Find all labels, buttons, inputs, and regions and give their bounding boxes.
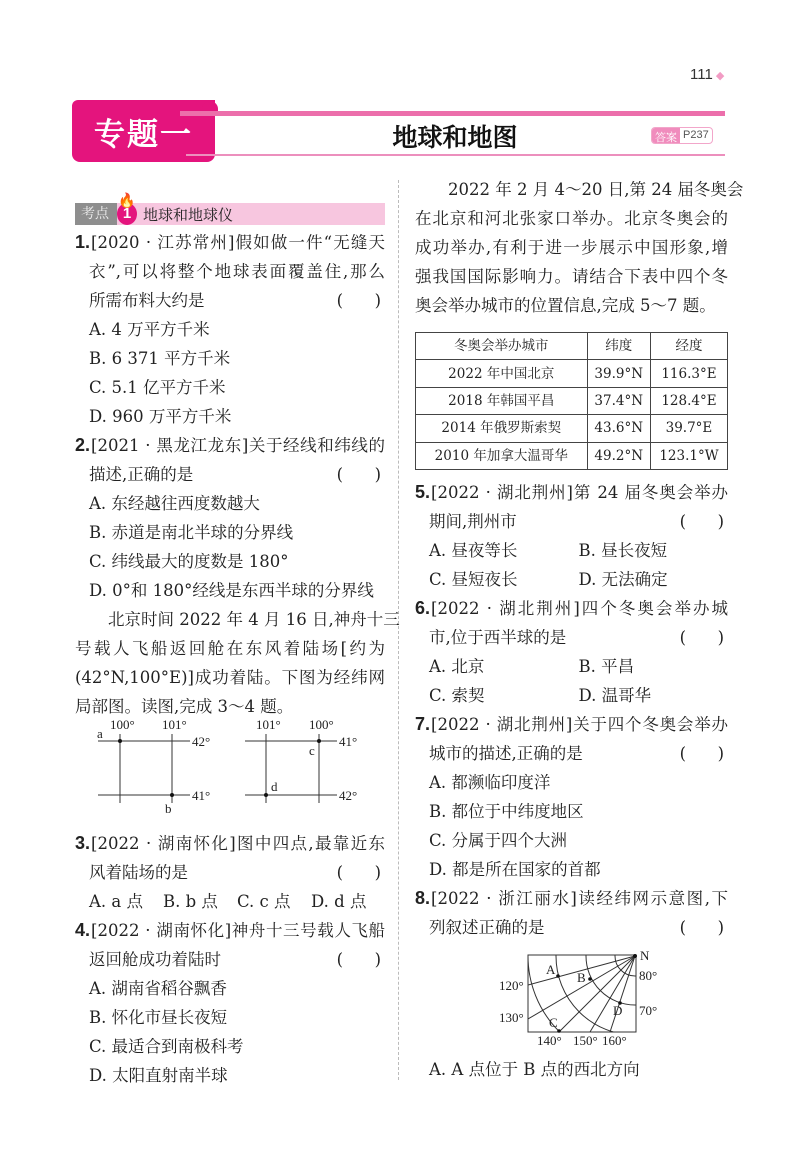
kaodian-tag: 考点 [75,203,117,225]
intro-paragraph-2 [415,175,744,320]
svg-text:160°: 160° [602,1032,627,1048]
question-line [415,507,728,536]
diamond-icon: ◆ [715,70,725,82]
paragraph-line [415,233,728,262]
answer-badge: 答案 P237 [651,127,713,144]
question-source: [2022 · 湖北荆州] [431,714,573,734]
question-text [429,623,566,652]
option[interactable]: A. 4 万平方千米 [89,320,210,339]
svg-text:d: d [271,779,278,794]
svg-text:100°: 100° [309,717,334,732]
point-B [588,977,592,981]
question-text [89,257,385,286]
question-source: [2022 · 浙江丽水] [431,888,577,908]
svg-text:B: B [577,969,586,985]
options [415,768,728,884]
option[interactable]: A. 东经越往西度数越大 [89,494,260,513]
question-line [75,460,385,489]
point-c [317,739,321,743]
question-text [89,286,205,315]
svg-text:80°: 80° [639,967,658,983]
option[interactable]: C. 索契 [429,685,485,705]
question-number: 5. [415,481,431,502]
options [75,315,385,431]
answer-bracket[interactable]: ( ) [679,917,724,937]
options [75,887,385,916]
answer-bracket[interactable]: ( ) [336,950,381,969]
question-q7 [415,710,728,884]
line-text: 成功举办,有利于进一步展示中国形象,增 [415,238,728,257]
question-q3 [75,829,385,916]
question-number: 7. [415,713,431,734]
option[interactable]: B. b 点 [163,892,218,911]
svg-text:100°: 100° [110,717,135,732]
question-line [75,945,385,974]
question-stem: 第 24 届冬奥会举办 [572,482,728,502]
question-stem: 图中四点,最靠近东 [235,834,385,853]
table-row: 2018 年韩国平昌 37.4°N 128.4°E [416,387,728,414]
option[interactable]: C. 昼短夜长 [429,569,518,589]
question-line [75,257,385,286]
line-text: 在北京和河北张家口举办。北京冬奥会的 [415,209,728,228]
question-text [89,460,193,489]
table-header-row: 冬奥会举办城市 纬度 经度 [416,333,728,360]
option[interactable]: C. c 点 [237,892,291,911]
svg-text:41°: 41° [192,788,211,803]
question-q1 [75,228,385,431]
chapter-label: 专题一 [72,100,215,162]
question-stem: 返回舱成功着陆时 [89,950,221,969]
kaodian-number: 🔥 1 [117,203,137,225]
question-source: [2022 · 湖北荆州] [431,598,580,618]
question-line [415,884,728,913]
question-line [415,623,728,652]
paragraph-line [415,262,728,291]
question-line [75,286,385,315]
svg-text:70°: 70° [639,1002,658,1018]
line-text: 奥会举办城市的位置信息,完成 5～7 题。 [415,296,716,315]
question-text [75,916,385,945]
question-text [415,478,728,507]
question-stem: 市,位于西半球的是 [429,627,567,647]
question-line [415,739,728,768]
paragraph-line [415,175,744,204]
kaodian-bar [75,192,385,225]
question-text [75,829,385,858]
option[interactable]: D. 960 万平方千米 [89,407,232,426]
answer-bracket[interactable]: ( ) [336,291,381,310]
question-q8 [415,884,728,942]
question-text [89,858,188,887]
olympics-table [415,332,728,470]
option[interactable]: A. 北京 [429,656,485,676]
intro-paragraph-1 [75,605,400,721]
question-stem: 读经纬网示意图,下 [576,888,728,908]
svg-text:101°: 101° [162,717,187,732]
question-text [429,507,517,536]
option[interactable]: B. 怀化市昼长夜短 [89,1008,228,1027]
svg-text:120°: 120° [499,977,524,993]
kaodian-title: 地球和地球仪 [143,205,234,224]
question-number: 1. [75,232,91,252]
question-line [415,478,728,507]
question-q6 [415,594,728,710]
line-text: 号载人飞船返回舱在东风着陆场[约为 [75,639,385,658]
option[interactable]: A. 湖南省稻谷飘香 [89,979,227,998]
paragraph-line [415,291,728,320]
question-line [75,916,385,945]
q8-options [415,1055,728,1084]
option[interactable]: C. 最适合到南极科考 [89,1037,244,1056]
question-stem: 关于四个冬奥会举办 [572,714,729,734]
question-source: [2022 · 湖南怀化] [91,834,236,853]
question-line [75,858,385,887]
header-rule-bottom [186,154,725,156]
table-row: 2010 年加拿大温哥华 49.2°N 123.1°W [416,442,728,469]
option[interactable]: B. 平昌 [578,656,635,676]
question-stem: 四个冬奥会举办城 [579,598,728,618]
question-text [75,431,385,460]
point-a [118,739,122,743]
question-line [75,228,385,257]
option[interactable]: D. 都是所在国家的首都 [429,859,601,879]
question-stem: 描述,正确的是 [89,465,194,484]
svg-text:D: D [613,1002,623,1018]
option[interactable]: D. 太阳直射南半球 [89,1066,228,1085]
question-number: 6. [415,597,431,618]
options [415,536,728,594]
paragraph-line [75,634,385,663]
line-text: 强我国国际影响力。请结合下表中四个冬 [415,267,728,286]
question-text [415,594,728,623]
answer-bracket[interactable]: ( ) [679,511,724,531]
line-text: 局部图。读图,完成 3～4 题。 [75,697,294,716]
question-line [75,431,385,460]
option[interactable]: C. 分属于四个大洲 [429,830,568,850]
options [75,489,385,605]
page-number: 111 ◆ [690,66,725,83]
paragraph-line [75,663,385,692]
line-text: 北京时间 2022 年 4 月 16 日,神舟十三 [108,610,400,629]
question-source: [2022 · 湖南怀化] [91,921,232,940]
left-column [75,228,400,1090]
question-text [75,228,385,257]
question-line [415,594,728,623]
option[interactable]: D. d 点 [311,892,367,911]
question-number: 8. [415,887,431,908]
answer-bracket[interactable]: ( ) [336,465,381,484]
option[interactable]: C. 纬线最大的度数是 180° [89,552,289,571]
question-line [75,829,385,858]
question-text [415,884,728,913]
paragraph-line [415,204,728,233]
question-stem: 风着陆场的是 [89,863,188,882]
question-stem: 假如做一件“无缝天 [234,233,386,252]
line-text: 2022 年 2 月 4～20 日,第 24 届冬奥会 [448,180,744,199]
answer-bracket[interactable]: ( ) [679,743,724,763]
polar-grid-diagram [415,942,728,1055]
question-q4 [75,916,385,1090]
question-text [429,739,583,768]
svg-text:A: A [546,961,556,977]
question-number: 2. [75,435,91,455]
table-row: 2014 年俄罗斯索契 43.6°N 39.7°E [416,415,728,442]
option[interactable]: A. 都濒临印度洋 [429,772,551,792]
option[interactable]: A. a 点 [89,892,143,911]
answer-bracket[interactable]: ( ) [336,863,381,882]
option[interactable]: A. 昼夜等长 [429,540,518,560]
svg-text:42°: 42° [192,734,211,749]
svg-text:c: c [309,743,315,758]
question-stem: 神舟十三号载人飞船 [231,921,385,940]
paragraph-line [75,605,400,634]
question-q5 [415,478,728,594]
option[interactable]: D. 温哥华 [578,685,652,705]
header-rule-top [180,111,725,116]
options [75,974,385,1090]
right-column [415,175,744,1084]
svg-text:150°: 150° [573,1032,598,1048]
question-stem: 期间,荆州市 [429,511,517,531]
svg-text:41°: 41° [339,734,358,749]
point-b [170,793,174,797]
option[interactable]: B. 都位于中纬度地区 [429,801,584,821]
question-line [415,710,728,739]
chapter-tab-curl [202,101,218,111]
question-stem: 衣”,可以将整个地球表面覆盖住,那么 [89,262,385,281]
question-source: [2022 · 湖北荆州] [431,482,573,502]
option[interactable]: C. 5.1 亿平方千米 [89,378,226,397]
svg-text:N: N [640,947,650,963]
question-text [415,710,728,739]
question-q2 [75,431,385,605]
question-source: [2021 · 黑龙江龙东] [91,436,249,455]
question-stem: 所需布料大约是 [89,291,205,310]
svg-text:140°: 140° [537,1032,562,1048]
question-text [429,913,545,942]
grid-diagram [75,717,385,829]
svg-text:b: b [165,801,172,816]
option[interactable]: D. 0°和 180°经线是东西半球的分界线 [89,581,374,600]
question-line [415,913,728,942]
question-stem: 关于经线和纬线的 [248,436,385,455]
option[interactable]: D. 无法确定 [578,569,668,589]
line-text: (42°N,100°E)]成功着陆。下图为经纬网 [75,668,385,687]
point-A [556,974,560,978]
answer-bracket[interactable]: ( ) [679,627,724,647]
svg-text:101°: 101° [256,717,281,732]
svg-text:42°: 42° [339,788,358,803]
question-number: 4. [75,920,91,940]
option[interactable]: B. 昼长夜短 [578,540,668,560]
question-stem: 城市的描述,正确的是 [429,743,583,763]
option[interactable]: B. 赤道是南北半球的分界线 [89,523,294,542]
question-number: 3. [75,833,91,853]
option[interactable]: A. A 点位于 B 点的西北方向 [429,1059,640,1079]
flame-icon: 🔥 [118,192,136,208]
point-d [264,793,268,797]
option[interactable]: B. 6 371 平方千米 [89,349,231,368]
options [415,652,728,710]
question-source: [2020 · 江苏常州] [91,233,235,252]
svg-text:C: C [549,1014,558,1030]
table-row: 2022 年中国北京 39.9°N 116.3°E [416,360,728,387]
question-stem: 列叙述正确的是 [429,917,545,937]
svg-text:130°: 130° [499,1009,524,1025]
svg-text:a: a [97,726,103,741]
page-title: 地球和地图 [392,123,518,152]
question-text [89,945,221,974]
